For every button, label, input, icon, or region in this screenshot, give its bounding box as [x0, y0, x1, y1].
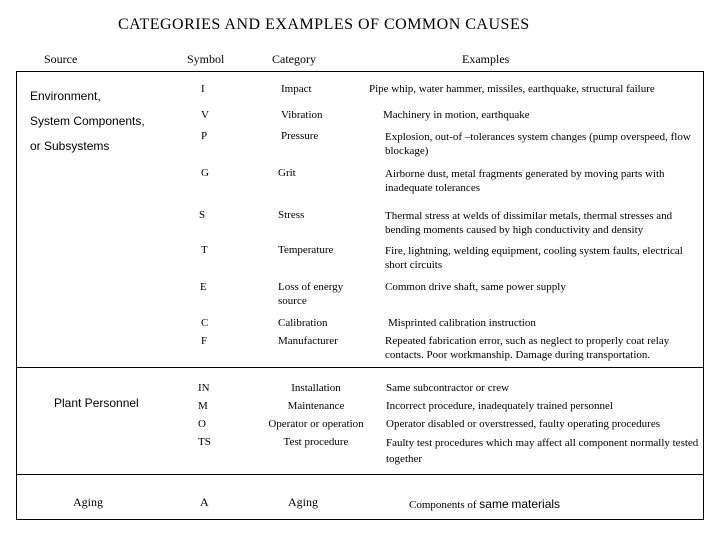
symbol-cell: F — [201, 335, 208, 347]
category-cell: Operator or operation — [268, 418, 364, 430]
symbol-cell: P — [201, 130, 208, 142]
category-cell: Loss of energy source — [278, 281, 344, 307]
example-cell: Machinery in motion, earthquake — [383, 109, 530, 121]
source-line: System Components, — [30, 114, 145, 128]
category-cell: Manufacturer — [278, 335, 338, 347]
group-divider — [16, 367, 704, 368]
header-source: Source — [44, 52, 78, 66]
category-cell: Pressure — [281, 130, 319, 142]
category-cell: Grit — [278, 167, 296, 179]
symbol-column — [198, 379, 211, 451]
symbol-cell: TS — [198, 436, 211, 448]
example-cell: Fire, lightning, welding equipment, cooling system faults, electrical short circuits — [385, 245, 683, 271]
category-cell: Installation — [291, 382, 341, 394]
group-divider — [16, 474, 704, 475]
left-border — [16, 71, 17, 520]
example-cell: Common drive shaft, same power supply — [385, 281, 566, 293]
example-cell — [409, 497, 560, 512]
category-cell: Impact — [281, 83, 312, 95]
symbol-cell: T — [201, 244, 208, 256]
source-environment — [30, 84, 145, 159]
category-cell: Calibration — [278, 317, 328, 329]
source-aging: Aging — [73, 495, 103, 509]
symbol-cell: V — [201, 109, 209, 121]
symbol-cell: C — [201, 317, 209, 329]
example-cell: Thermal stress at welds of dissimilar metals, thermal stresses and bending moments caused by high conductivity and density — [385, 210, 673, 236]
symbol-cell: A — [200, 495, 209, 509]
symbol-cell: G — [201, 167, 209, 179]
symbol-cell: E — [200, 281, 207, 293]
category-cell: Temperature — [278, 244, 334, 256]
category-cell: Maintenance — [287, 400, 345, 412]
example-same: same — [479, 497, 509, 511]
source-plant-personnel: Plant Personnel — [54, 396, 139, 410]
symbol-cell: S — [199, 209, 206, 221]
example-cell: Airborne dust, metal fragments generated by moving parts with inadequate tolerances — [385, 168, 665, 194]
symbol-cell: IN — [198, 382, 210, 394]
symbol-cell: M — [198, 400, 208, 412]
header-symbol: Symbol — [187, 52, 225, 66]
bottom-border — [16, 519, 704, 520]
example-cell: Repeated fabrication error, such as neglect to properly coat relay contacts. Poor workmanship. Damage during transportation. — [385, 335, 670, 361]
example-cell: Explosion, out-of –tolerances system changes (pump overspeed, flow blockage) — [385, 131, 691, 157]
symbol-cell: O — [198, 418, 206, 430]
category-cell: Test procedure — [283, 436, 349, 448]
example-rest: materials — [511, 497, 561, 511]
example-cell: Misprinted calibration instruction — [388, 317, 536, 329]
category-column — [258, 379, 374, 451]
example-cell: Faulty test procedures which may affect all component normally tested together — [386, 437, 699, 465]
page-title: CATEGORIES AND EXAMPLES OF COMMON CAUSES — [118, 16, 530, 33]
example-prefix: Components of — [409, 499, 477, 511]
example-column — [386, 379, 660, 433]
header-rule — [16, 71, 704, 72]
category-cell: Stress — [278, 209, 305, 221]
category-cell: Vibration — [281, 109, 323, 121]
source-line: Environment, — [30, 89, 101, 103]
symbol-cell: I — [201, 83, 205, 95]
example-cell: Operator disabled or overstressed, faulty operating procedures — [386, 418, 660, 430]
source-line: or Subsystems — [30, 139, 110, 153]
example-cell: Incorrect procedure, inadequately trained personnel — [386, 400, 613, 412]
example-cell: Pipe whip, water hammer, missiles, earthquake, structural failure — [369, 83, 655, 95]
example-cell: Same subcontractor or crew — [386, 382, 510, 394]
header-category: Category — [272, 52, 316, 66]
category-cell: Aging — [288, 495, 318, 509]
header-examples: Examples — [462, 52, 510, 66]
